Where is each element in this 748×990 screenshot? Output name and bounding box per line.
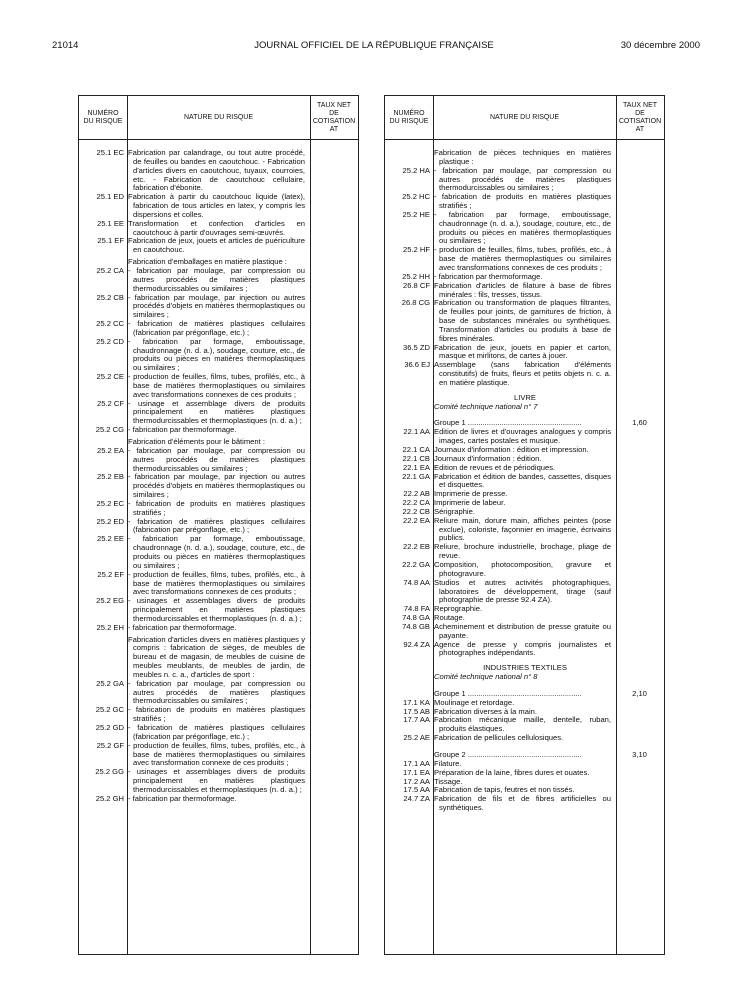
risk-rate: 3,10: [632, 750, 647, 759]
risk-nature: - fabrication par formage, emboutissage, chaudronnage (n. d. a.), soudage, couture, etc., de produits ou pièces en matières thermoplastiques ou similaires ;: [434, 209, 611, 246]
risk-nature: Transformation et confection d'articles en caoutchouc à partir d'ouvrages semi-œuvrés.: [128, 218, 305, 237]
table-row: [79, 400, 358, 427]
risk-nature: LIVRE: [514, 392, 536, 402]
risk-code: 22.1 CA: [402, 445, 430, 454]
risk-code: 22.2 AB: [403, 489, 430, 499]
risk-code: 25.1 EE: [96, 218, 124, 228]
risk-rate: [616, 795, 663, 813]
risk-nature: Journaux d'information : édition et impression.: [434, 445, 589, 454]
table-row: [385, 517, 664, 544]
risk-code: 25.2 CD: [96, 336, 124, 346]
table-row: [79, 518, 358, 536]
risk-nature: INDUSTRIES TEXTILES: [483, 663, 567, 673]
risk-nature: Filature.: [434, 758, 462, 768]
table-row: [385, 299, 664, 343]
risk-nature: - usinages et assemblages divers de produits principalement en matières plastiques thermodurcissables et thermoplastiques (n. d. a.) ;: [128, 596, 305, 623]
risk-code: 22.2 CA: [402, 498, 430, 508]
risk-rate: [616, 561, 663, 579]
risk-nature: Fabrication de pièces techniques en matières plastique :: [434, 148, 611, 166]
risk-nature: - fabrication de matières plastiques cellulaires (fabrication par prégonflage, etc.) ;: [128, 516, 305, 535]
table-row: [79, 571, 358, 598]
risk-nature: Fabrication et édition de bandes, cassettes, disques et disquettes.: [434, 471, 611, 490]
risk-rate: [616, 473, 663, 491]
risk-nature: Fabrication de tapis, feutres et non tissés.: [434, 785, 575, 795]
risk-rate: [310, 294, 357, 321]
risk-code: 25.2 CB: [96, 292, 124, 302]
table-row: [79, 294, 358, 321]
header-nature: NATURE DU RISQUE: [183, 113, 254, 121]
risk-code: 92.4 ZA: [403, 639, 430, 649]
risk-rate: [616, 403, 663, 412]
risk-rate: [310, 320, 357, 338]
risk-rate: [616, 455, 663, 464]
risk-nature: Routage.: [434, 613, 465, 623]
risk-rate: [616, 673, 663, 682]
risk-code: [385, 149, 433, 167]
table-row: [79, 624, 358, 633]
table-row: [79, 373, 358, 400]
risk-rate: [310, 193, 357, 220]
risk-code: 25.2 HA: [402, 165, 430, 175]
table-row: [385, 428, 664, 446]
risk-rate: [310, 400, 357, 427]
risk-nature: Edition de revues et de périodiques.: [434, 462, 556, 472]
risk-nature: - fabrication de produits en matières plastiques stratifiés ;: [128, 498, 305, 517]
table-row: [385, 149, 664, 167]
risk-nature: Groupe 1 ......................................................: [434, 418, 582, 428]
right-table: [384, 95, 665, 955]
risk-code: 17.1 KA: [402, 697, 430, 707]
table-row: [79, 149, 358, 193]
risk-nature: Fabrication par calandrage, ou tout autre procédé, de feuilles ou bandes en caoutchouc. - Fabrication d'articles divers en caoutchouc, tuyaux, courroies, etc. - Fabrication de caoutchouc cellulaire, fabrication d'ébonite.: [128, 148, 305, 193]
risk-nature: - fabrication de matières plastiques cellulaires (fabrication par prégonflage, etc.) ;: [128, 319, 305, 337]
risk-code: 17.5 AA: [403, 785, 430, 795]
table-row: [385, 716, 664, 734]
risk-code: 25.1 EF: [97, 236, 124, 246]
risk-rate: [616, 299, 663, 343]
risk-nature: - usinages et assemblages divers de produits principalement en matières plastiques thermodurcissables et thermoplastiques (n. d. a.) ;: [128, 767, 305, 794]
table-row: [79, 500, 358, 518]
page-number: 21014: [52, 40, 79, 51]
table-row: [385, 167, 664, 194]
table-row: [385, 361, 664, 388]
risk-nature: Edition de livres et d'ouvrages analogues y compris images, cartes postales et musique.: [434, 427, 611, 446]
risk-code: 25.2 GH: [95, 793, 124, 803]
risk-code: 22.1 GA: [402, 471, 430, 481]
risk-rate: [616, 344, 663, 362]
table-row: [385, 795, 664, 813]
risk-rate: [310, 338, 357, 373]
table-row: [79, 473, 358, 500]
risk-nature: - fabrication de produits en matières plastiques stratifiés ;: [128, 705, 305, 724]
risk-code: 25.2 GF: [96, 740, 124, 750]
table-row: [79, 680, 358, 707]
risk-nature: Groupe 2 ......................................................: [434, 750, 582, 759]
risk-code: 25.2 EF: [97, 569, 124, 579]
table-row: [385, 282, 664, 300]
risk-rate: [616, 167, 663, 194]
right-table-body: [385, 149, 664, 813]
risk-code: 25.2 EB: [96, 472, 124, 482]
header-numero: NUMÉRO DU RISQUE: [389, 109, 429, 125]
risk-code: 25.2 EE: [96, 534, 124, 544]
header-taux: TAUX NET DE COTISATION AT: [618, 101, 662, 133]
risk-nature: Comité technique national n° 7: [434, 401, 538, 411]
table-row: [385, 641, 664, 659]
risk-code: 25.2 EA: [96, 445, 124, 455]
risk-nature: Préparation de la laine, fibres dures et ouates.: [434, 767, 590, 777]
risk-nature: - fabrication par moulage, par compression ou autres procédés de matières plastiques thermodurcissables ou similaires ;: [128, 445, 305, 473]
risk-rate: [616, 490, 663, 499]
risk-nature: Fabrication d'articles divers en matières plastiques y compris : fabrication de sièges, de meubles de bureau et de magasin, de meubles de cuisine de meubles meublants, de meubles de jardin, de meubles n. c. a., d'articles de sport :: [128, 634, 305, 679]
risk-code: 25.2 GD: [95, 723, 124, 732]
risk-rate: [310, 473, 357, 500]
table-row: [385, 623, 664, 641]
risk-rate: [310, 518, 357, 536]
risk-nature: - fabrication par thermoformage.: [128, 425, 237, 435]
left-table: [78, 95, 359, 955]
table-row: [79, 267, 358, 294]
table-row: [79, 742, 358, 769]
risk-code: 25.2 EH: [96, 622, 124, 632]
header-nature: NATURE DU RISQUE: [489, 113, 560, 121]
risk-code: [385, 664, 433, 673]
risk-code: 25.2 AE: [403, 733, 430, 743]
table-row: [385, 193, 664, 211]
risk-rate: [310, 220, 357, 238]
risk-nature: Fabrication d'articles de filature à base de fibres minérales : fils, tresses, tissus.: [434, 280, 611, 299]
risk-rate: [616, 246, 663, 273]
risk-rate: [310, 571, 357, 598]
risk-code: 25.2 GA: [96, 678, 124, 688]
publication-date: 30 décembre 2000: [620, 40, 700, 51]
risk-rate: [310, 535, 357, 570]
risk-rate: [310, 149, 357, 193]
risk-code: [385, 673, 433, 682]
risk-code: 22.1 CB: [402, 453, 430, 463]
risk-code: 25.2 ED: [96, 516, 124, 526]
risk-nature: - production de feuilles, films, tubes, profilés, etc., à base de matières thermoplastiques ou similaires avec transformations connexes de ces produits ;: [128, 569, 305, 597]
risk-rate: [616, 579, 663, 606]
table-row: [385, 211, 664, 246]
risk-code: 25.2 EG: [96, 596, 124, 606]
risk-nature: - fabrication par moulage, par injection ou autres procédés d'objets en matières thermoplastiques ou similaires ;: [128, 292, 305, 320]
risk-rate: [616, 149, 663, 167]
risk-code: 22.1 EA: [402, 462, 430, 472]
risk-rate: [616, 716, 663, 734]
header-numero: NUMÉRO DU RISQUE: [83, 109, 123, 125]
risk-code: 74.8 GA: [402, 613, 430, 623]
risk-rate: [616, 464, 663, 473]
risk-code: 74.8 AA: [403, 577, 430, 587]
risk-rate: [616, 273, 663, 282]
risk-rate: [616, 786, 663, 795]
table-row: [79, 220, 358, 238]
table-row: [79, 706, 358, 724]
table-row: [385, 473, 664, 491]
risk-nature: Fabrication de jeux, jouets en papier et carton, masque et mirlitons, de cartes à jouer.: [434, 342, 611, 361]
risk-code: 25.2 GC: [95, 705, 124, 715]
risk-code: 17.5 AB: [403, 706, 430, 716]
risk-code: 25.1 EC: [96, 148, 124, 157]
risk-rate: [310, 768, 357, 795]
table-row: [79, 426, 358, 435]
risk-nature: - fabrication par moulage, par injection ou autres procédés d'objets en matières thermoplastiques ou similaires ;: [128, 472, 305, 500]
risk-rate: [616, 605, 663, 614]
risk-nature: - fabrication de matières plastiques cellulaires (fabrication par prégonflage, etc.) ;: [128, 723, 305, 741]
risk-nature: - production de feuilles, films, tubes, profilés, etc., à base de matières thermoplastiques ou similaires avec transformations connexes de ces produits ;: [434, 245, 611, 272]
table-row: [79, 535, 358, 570]
risk-nature: Fabrication de fils et de fibres artificielles ou synthétiques.: [434, 794, 611, 813]
risk-nature: Reprographie.: [434, 604, 483, 614]
risk-rate: 2,10: [632, 688, 647, 698]
risk-rate: [310, 706, 357, 724]
header-taux: TAUX NET DE COTISATION AT: [312, 101, 356, 133]
risk-code: 74.8 FA: [403, 604, 430, 614]
risk-rate: [310, 237, 357, 255]
risk-code: 17.1 EA: [402, 767, 430, 777]
risk-nature: Tissage.: [434, 776, 463, 786]
risk-nature: Moulinage et retordage.: [434, 697, 515, 707]
risk-nature: Imprimerie de labeur.: [434, 498, 506, 508]
table-row: [79, 193, 358, 220]
risk-rate: [310, 680, 357, 707]
risk-code: 25.2 CC: [96, 319, 124, 329]
risk-rate: [616, 499, 663, 508]
table-row: [79, 597, 358, 624]
risk-nature: Fabrication de pellicules cellulosiques.: [434, 733, 564, 743]
risk-nature: Fabrication d'éléments pour le bâtiment :: [128, 437, 265, 446]
risk-code: 26.8 CG: [401, 298, 430, 308]
risk-rate: [310, 258, 357, 267]
risk-rate: [616, 778, 663, 787]
risk-nature: - fabrication par thermoformage.: [128, 793, 237, 803]
table-row: [79, 237, 358, 255]
risk-code: 25.2 HC: [402, 192, 430, 202]
risk-rate: [616, 623, 663, 641]
risk-rate: [616, 211, 663, 246]
risk-rate: [616, 734, 663, 743]
risk-nature: Fabrication à partir du caoutchouc liquide (latex), fabrication de tous articles en latex, y compris les dispersions et colles.: [128, 192, 305, 219]
risk-rate: [310, 447, 357, 474]
risk-code: 74.8 GB: [402, 621, 430, 631]
risk-nature: Imprimerie de presse.: [434, 489, 508, 499]
risk-nature: Composition, photocomposition, gravure et photogravure.: [434, 559, 611, 578]
risk-code: 17.7 AA: [403, 715, 430, 725]
risk-code: 17.1 AA: [403, 758, 430, 768]
table-row: [79, 338, 358, 373]
risk-nature: - fabrication par thermoformage.: [128, 622, 237, 632]
risk-nature: - fabrication par formage, emboutissage, chaudronnage (n. d. a.), soudage, couture, etc., de produits ou pièces en matières thermoplastiques ou similaires ;: [128, 534, 305, 570]
table-row: [385, 734, 664, 743]
risk-rate: [616, 508, 663, 517]
risk-rate: [310, 795, 357, 804]
risk-code: 25.2 HE: [402, 209, 430, 219]
risk-rate: [310, 724, 357, 742]
table-row: [79, 724, 358, 742]
risk-code: 36.6 EJ: [404, 360, 430, 370]
risk-nature: - production de feuilles, films, tubes, profilés, etc., à base de matières thermoplastiques ou similaires avec transformations connexes de ces produits ;: [128, 372, 305, 399]
risk-code: 22.1 AA: [403, 427, 430, 437]
risk-nature: Sérigraphie.: [434, 506, 475, 516]
risk-rate: [310, 267, 357, 294]
risk-rate: [616, 193, 663, 211]
risk-code: 22.2 GA: [402, 559, 430, 569]
risk-rate: [616, 543, 663, 561]
risk-nature: Studios et autres activités photographiques, laboratoires de développement, tirage (sauf photographie de presse 92.4 ZA).: [434, 577, 611, 605]
risk-rate: [616, 769, 663, 778]
risk-rate: [616, 699, 663, 708]
risk-nature: Fabrication diverses à la main.: [434, 706, 537, 716]
risk-rate: [616, 394, 663, 403]
journal-title: JOURNAL OFFICIEL DE LA RÉPUBLIQUE FRANÇAISE: [254, 40, 494, 51]
risk-code: 25.2 GG: [95, 767, 124, 777]
table-row: [385, 561, 664, 579]
risk-nature: Comité technique national n° 8: [434, 672, 538, 682]
risk-code: 24.7 ZA: [403, 794, 430, 804]
risk-nature: - fabrication par moulage, par compression ou autres procédés de matières plastiques thermodurcissables ou similaires ;: [128, 678, 305, 706]
risk-code: 22.2 EA: [402, 515, 430, 525]
risk-code: 25.2 CA: [96, 265, 124, 275]
table-row: [385, 673, 664, 682]
risk-nature: Reliure main, dorure main, affiches peintes (pose exclue), coloriste, façonnier en imagerie, écrivains publics.: [434, 515, 611, 543]
risk-rate: [310, 500, 357, 518]
risk-code: [385, 394, 433, 403]
risk-code: [79, 636, 127, 680]
risk-rate: [616, 428, 663, 446]
risk-rate: [616, 760, 663, 769]
risk-rate: [616, 708, 663, 717]
risk-nature: - usinage et assemblage divers de produits principalement en matières plastiques thermodurcissables et thermoplastiques (n. d. a.) ;: [128, 398, 305, 426]
table-row: [385, 403, 664, 412]
risk-rate: [616, 664, 663, 673]
risk-code: 25.1 ED: [96, 192, 124, 202]
left-table-body: [79, 149, 358, 804]
risk-code: 25.2 CG: [95, 425, 124, 435]
table-row: [79, 768, 358, 795]
table-row: [385, 246, 664, 273]
risk-code: 25.2 CE: [96, 372, 124, 382]
risk-nature: Fabrication mécanique maille, dentelle, ruban, produits élastiques.: [434, 715, 611, 734]
table-row: [385, 543, 664, 561]
table-row: [79, 636, 358, 680]
risk-nature: - fabrication par thermoformage.: [434, 271, 543, 281]
risk-code: 22.2 EB: [402, 542, 430, 552]
risk-rate: [616, 282, 663, 300]
risk-code: 22.2 CB: [402, 506, 430, 516]
risk-code: 25.2 EC: [96, 498, 124, 508]
risk-code: 25.2 CF: [96, 398, 124, 408]
risk-nature: Fabrication d'emballages en matière plastique :: [128, 257, 287, 267]
risk-code: 36.5 ZD: [402, 342, 430, 352]
risk-rate: [616, 614, 663, 623]
risk-nature: - fabrication par moulage, par compression ou autres procédés de matières plastiques thermodurcissables ou similaires ;: [434, 165, 611, 193]
risk-nature: - fabrication de produits en matières plastiques stratifiés ;: [434, 192, 611, 211]
risk-rate: [310, 438, 357, 447]
table-row: [79, 795, 358, 804]
risk-rate: [310, 742, 357, 769]
risk-code: 25.2 HH: [402, 271, 430, 281]
risk-rate: [616, 361, 663, 388]
risk-rate: 1,60: [632, 418, 647, 428]
risk-nature: Reliure, brochure industrielle, brochage, pliage de revue.: [434, 542, 611, 561]
risk-nature: - fabrication par formage, emboutissage, chaudronnage (n. d. a.), soudage, couture, etc., de produits ou pièces en matières thermoplastiques ou similaires ;: [128, 336, 305, 373]
risk-rate: [310, 426, 357, 435]
risk-code: [385, 403, 433, 412]
risk-rate: [310, 597, 357, 624]
risk-nature: Agence de presse y compris journalistes et photographes indépendants.: [434, 639, 611, 658]
risk-rate: [616, 641, 663, 659]
risk-rate: [310, 624, 357, 633]
risk-nature: - production de feuilles, films, tubes, profilés, etc., à base de matières thermoplastiques ou similaires avec transformation connexe de ces produits ;: [128, 740, 305, 768]
table-row: [79, 320, 358, 338]
risk-nature: Groupe 1 ......................................................: [434, 688, 582, 698]
table-row: [385, 344, 664, 362]
risk-code: 17.2 AA: [403, 776, 430, 786]
risk-nature: Fabrication de jeux, jouets et articles de puériculture en caoutchouc.: [128, 236, 305, 255]
risk-nature: - fabrication par moulage, par compression ou autres procédés de matières plastiques thermodurcissables ou similaires ;: [128, 265, 305, 293]
table-row: [385, 579, 664, 606]
risk-code: 26.8 CF: [402, 280, 430, 290]
risk-rate: [616, 517, 663, 544]
risk-nature: Assemblage (sans fabrication d'éléments constitutifs) de fruits, fleurs et petits objets n. c. a. en matière plastique.: [434, 360, 611, 387]
risk-nature: Journaux d'information : édition.: [434, 453, 542, 463]
risk-rate: [310, 373, 357, 400]
risk-nature: Fabrication ou transformation de plaques filtrantes, de feuilles pour joints, de garnitures de friction, à base de substances minérales ou synthétiques. Transformation d'articles ou produits à base de fibres minérales.: [434, 298, 611, 343]
risk-rate: [310, 636, 357, 680]
table-row: [79, 447, 358, 474]
risk-rate: [616, 446, 663, 455]
risk-code: 25.2 HF: [402, 245, 430, 255]
risk-nature: Acheminement et distribution de presse gratuite ou payante.: [434, 621, 611, 640]
